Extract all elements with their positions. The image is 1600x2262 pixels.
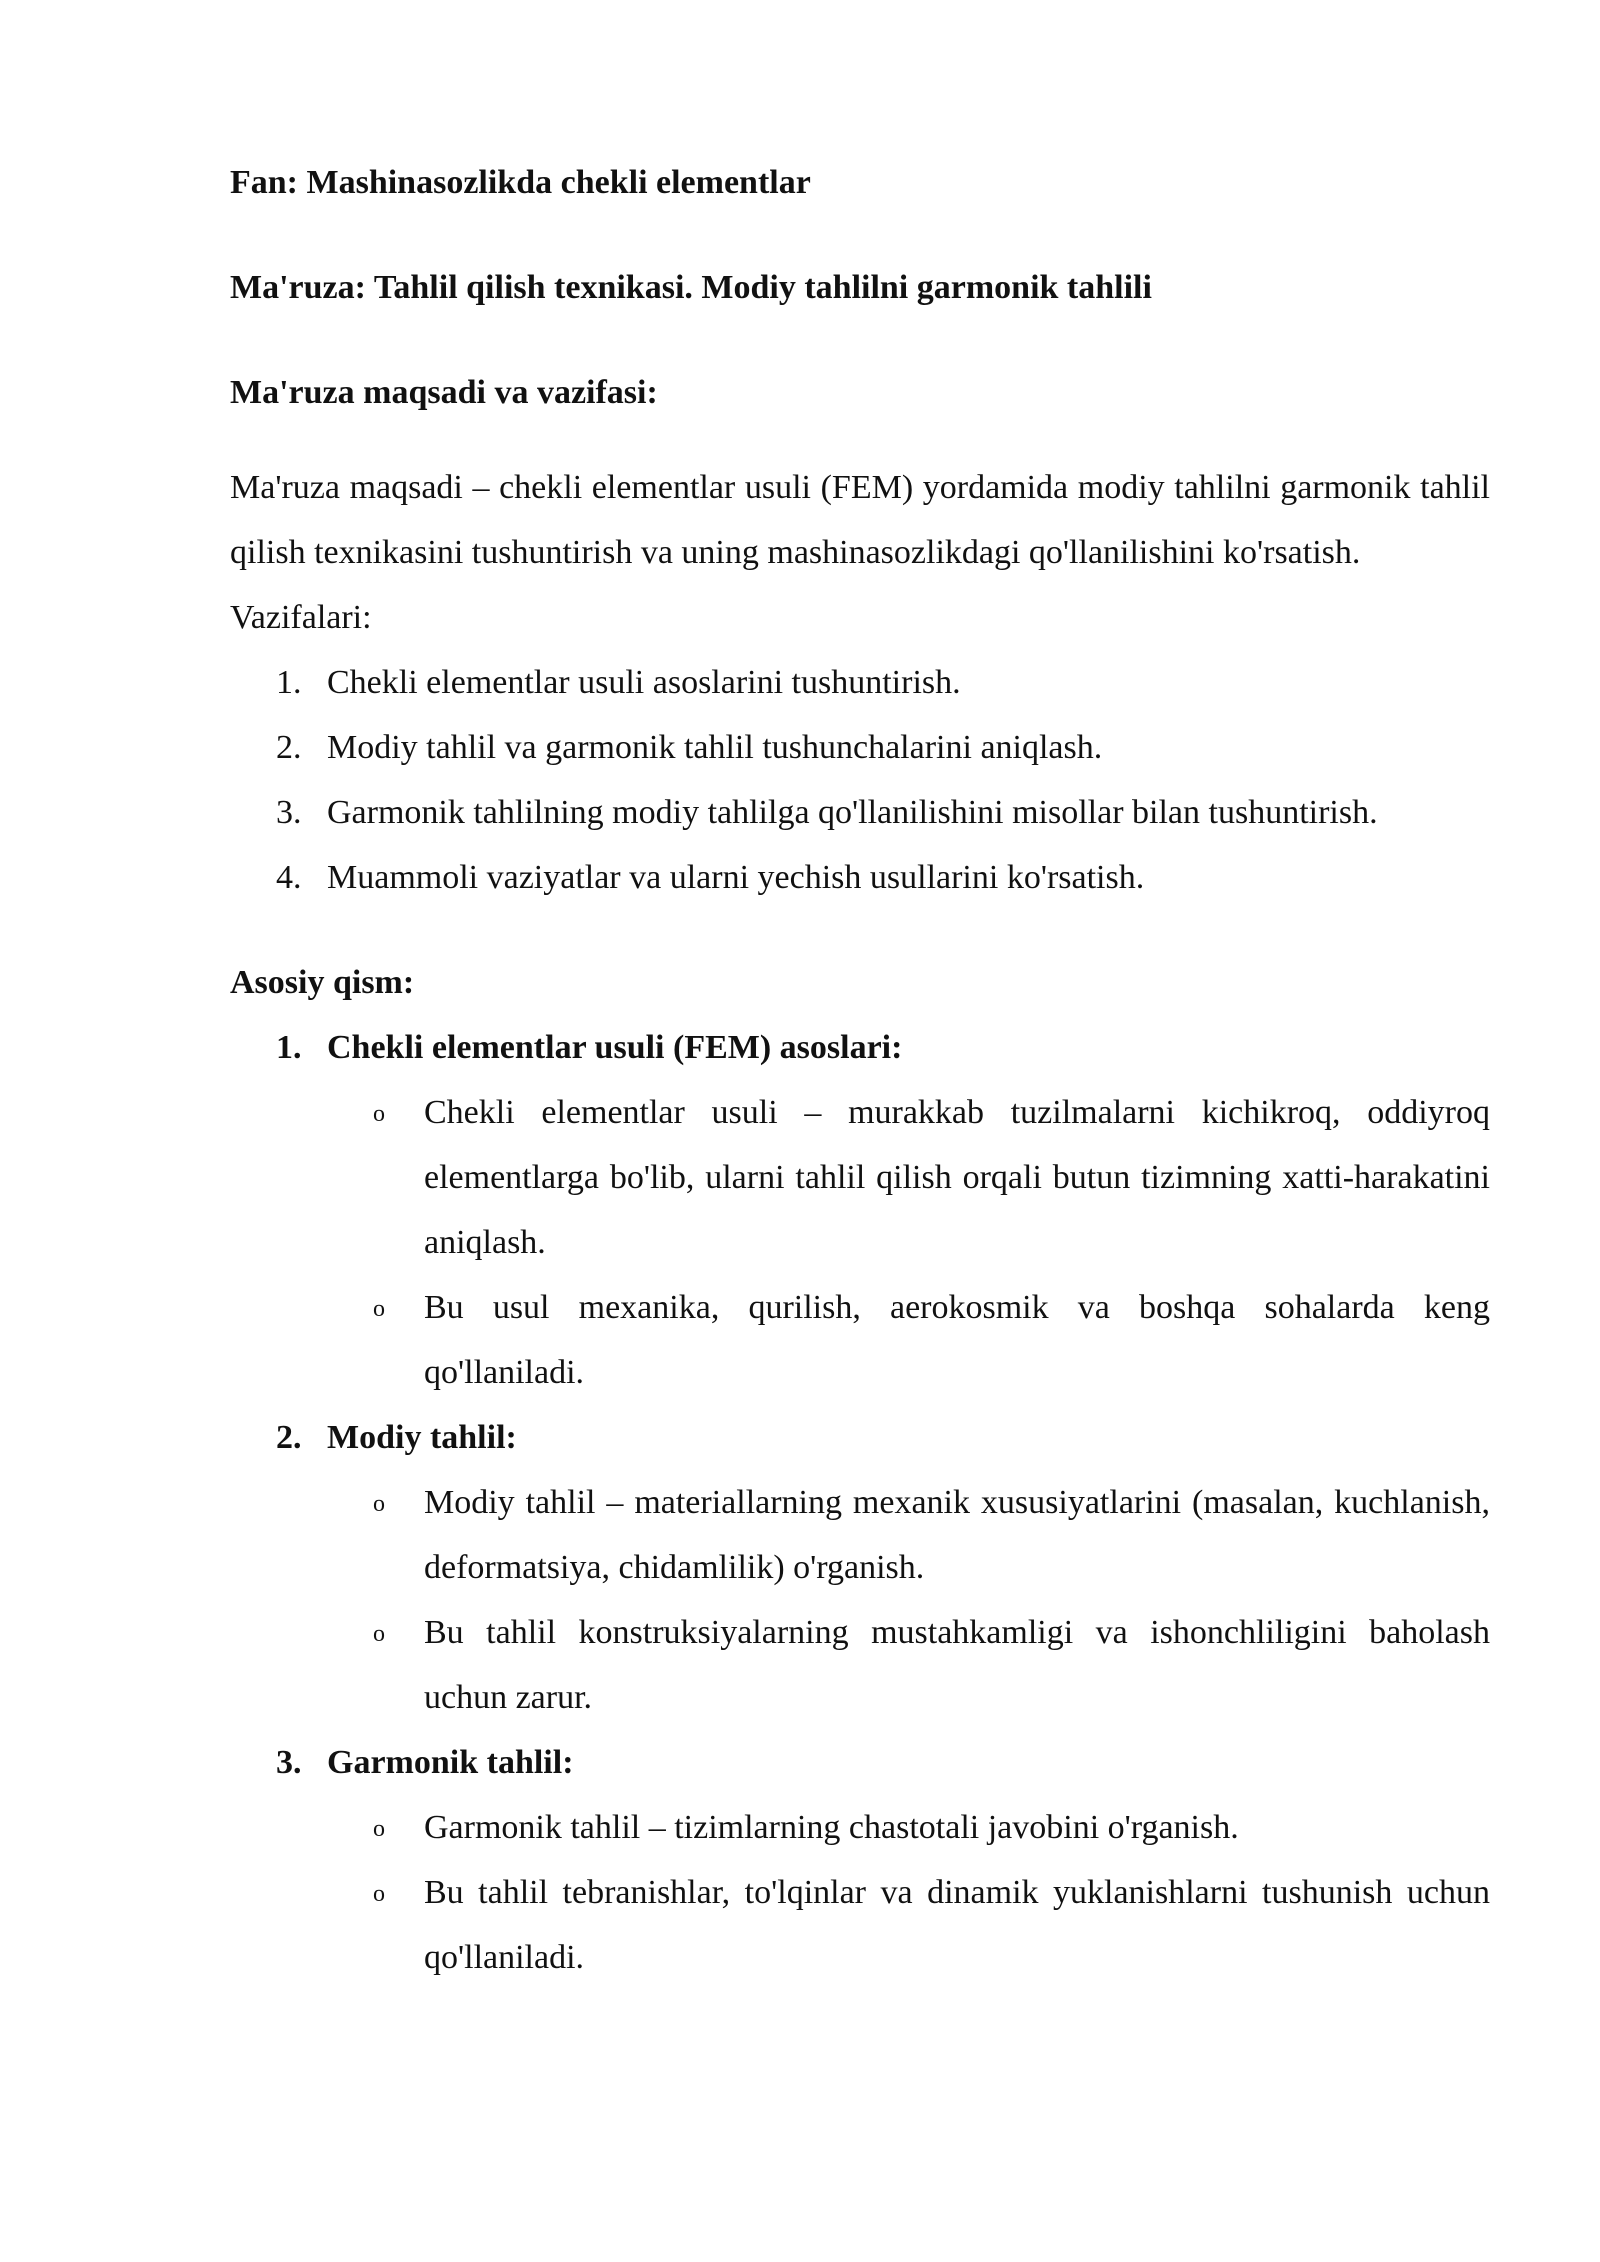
task-number: 1. xyxy=(276,664,302,701)
section-title-row xyxy=(230,1730,1490,1795)
tasks-list xyxy=(230,650,1490,910)
section-item xyxy=(230,1405,1490,1730)
bullet-item xyxy=(230,1795,1490,1860)
lecture-title: Ma'ruza: Tahlil qilish texnikasi. Modiy tahlilni garmonik tahlili xyxy=(230,269,1152,306)
bullet-item xyxy=(230,1275,1490,1405)
task-item xyxy=(230,650,1490,715)
task-item xyxy=(230,845,1490,910)
tasks-label: Vazifalari: xyxy=(230,599,372,636)
bullet-text: Bu tahlil konstruksiyalarning mustahkamligi va ishonchliligini baholash uchun zarur. xyxy=(424,1614,1490,1716)
bullet-marker: o xyxy=(373,1881,385,1907)
section-title: Garmonik tahlil: xyxy=(327,1744,574,1781)
task-text: Modiy tahlil va garmonik tahlil tushunchalarini aniqlash. xyxy=(327,729,1103,766)
bullet-marker: o xyxy=(373,1491,385,1517)
section-number: 2. xyxy=(276,1419,302,1456)
bullet-item xyxy=(230,1470,1490,1600)
sections-list xyxy=(230,1015,1490,1990)
section-title: Modiy tahlil: xyxy=(327,1419,517,1456)
section-number: 1. xyxy=(276,1029,302,1066)
bullet-text: Bu tahlil tebranishlar, to'lqinlar va dinamik yuklanishlarni tushunish uchun qo'llaniladi. xyxy=(424,1874,1490,1976)
section-bullets xyxy=(230,1080,1490,1405)
goal-heading: Ma'ruza maqsadi va vazifasi: xyxy=(230,374,658,411)
main-heading: Asosiy qism: xyxy=(230,964,415,1001)
goal-paragraph: Ma'ruza maqsadi – chekli elementlar usuli (FEM) yordamida modiy tahlilni garmonik tahlil qilish texnikasini tushuntirish va uning mashinasozlikdagi qo'llanilishini ko'rsatish. xyxy=(230,469,1490,571)
bullet-marker: o xyxy=(373,1296,385,1322)
section-number: 3. xyxy=(276,1744,302,1781)
bullet-marker: o xyxy=(373,1816,385,1842)
section-title: Chekli elementlar usuli (FEM) asoslari: xyxy=(327,1029,903,1066)
task-text: Muammoli vaziyatlar va ularni yechish usullarini ko'rsatish. xyxy=(327,859,1145,896)
bullet-text: Garmonik tahlil – tizimlarning chastotali javobini o'rganish. xyxy=(424,1809,1239,1846)
bullet-text: Bu usul mexanika, qurilish, aerokosmik va boshqa sohalarda keng qo'llaniladi. xyxy=(424,1289,1490,1391)
section-item xyxy=(230,1015,1490,1405)
task-number: 4. xyxy=(276,859,302,896)
bullet-item xyxy=(230,1860,1490,1990)
subject-title: Fan: Mashinasozlikda chekli elementlar xyxy=(230,164,811,201)
bullet-marker: o xyxy=(373,1621,385,1647)
task-item xyxy=(230,780,1490,845)
section-title-row xyxy=(230,1015,1490,1080)
task-text: Chekli elementlar usuli asoslarini tushuntirish. xyxy=(327,664,961,701)
task-text: Garmonik tahlilning modiy tahlilga qo'llanilishini misollar bilan tushuntirish. xyxy=(327,794,1378,831)
bullet-text: Modiy tahlil – materiallarning mexanik xususiyatlarini (masalan, kuchlanish, deformatsiya, chidamlilik) o'rganish. xyxy=(424,1484,1490,1586)
task-number: 2. xyxy=(276,729,302,766)
bullet-text: Chekli elementlar usuli – murakkab tuzilmalarni kichikroq, oddiyroq elementlarga bo'lib, ularni tahlil qilish orqali butun tizimning xatti-harakatini aniqlash. xyxy=(424,1094,1490,1261)
task-item xyxy=(230,715,1490,780)
section-title-row xyxy=(230,1405,1490,1470)
task-number: 3. xyxy=(276,794,302,831)
bullet-item xyxy=(230,1600,1490,1730)
bullet-item xyxy=(230,1080,1490,1275)
section-bullets xyxy=(230,1795,1490,1990)
document-body xyxy=(230,150,1490,1990)
section-bullets xyxy=(230,1470,1490,1730)
section-item xyxy=(230,1730,1490,1990)
bullet-marker: o xyxy=(373,1101,385,1127)
